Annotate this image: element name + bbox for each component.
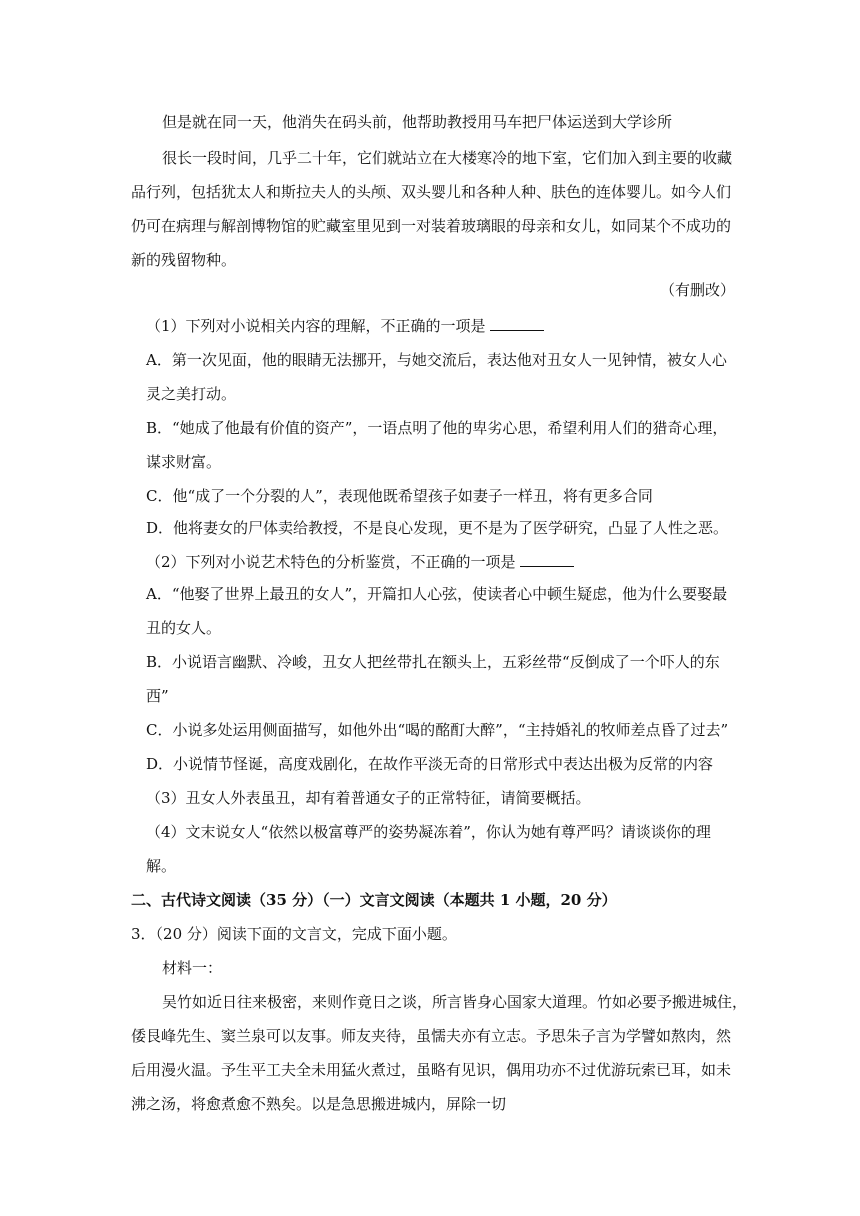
- question-2-stem: [146, 552, 574, 572]
- q2-option-b-line-1: B．小说语言幽默、冷峻，丑女人把丝带扎在额头上，五彩丝带“反倒成了一个吓人的东: [146, 653, 720, 671]
- section-2-heading: 二、古代诗文阅读（35 分）（一）文言文阅读（本题共 1 小题，20 分）: [131, 891, 617, 909]
- q2-option-b-line-2: 西”: [146, 687, 169, 705]
- question-1-stem: [146, 316, 544, 336]
- material-1-line-2: 倭艮峰先生、窦兰泉可以友事。师友夹待，虽懦夫亦有立志。予思朱子言为学譬如熬肉，然: [131, 1027, 732, 1045]
- question-3: （3）丑女人外表虽丑，却有着普通女子的正常特征，请简要概括。: [146, 789, 591, 807]
- question-4-line-1: （4）文末说女人“依然以极富尊严的姿势凝冻着”，你认为她有尊严吗？请谈谈你的理: [146, 823, 711, 841]
- q1-option-d: D．他将妻女的尸体卖给教授，不是良心发现，更不是为了医学研究，凸显了人性之恶。: [146, 519, 729, 537]
- material-1-line-1: 吴竹如近日往来极密，来则作竟日之谈，所言皆身心国家大道理。竹如必要予搬进城住，: [162, 993, 748, 1011]
- q2-option-d: D．小说情节怪诞，高度戏剧化，在故作平淡无奇的日常形式中表达出极为反常的内容: [146, 755, 714, 773]
- answer-blank-1: [490, 316, 544, 331]
- passage-paragraph-1: 但是就在同一天，他消失在码头前，他帮助教授用马车把尸体运送到大学诊所: [162, 113, 673, 131]
- q2-option-a-line-2: 丑的女人。: [146, 619, 222, 637]
- passage-paragraph-2-line-3: 仍可在病理与解剖博物馆的贮藏室里见到一对装着玻璃眼的母亲和女儿，如同某个不成功的: [131, 217, 732, 235]
- q2-option-c: C．小说多处运用侧面描写，如他外出“喝的酩酊大醉”，“主持婚礼的牧师差点昏了过去”: [146, 721, 729, 739]
- question-1-stem-text: （1）下列对小说相关内容的理解，不正确的一项是: [146, 317, 486, 335]
- material-1-label: 材料一：: [162, 959, 223, 977]
- q1-option-a-line-1: A．第一次见面，他的眼睛无法挪开，与她交流后，表达他对丑女人一见钟情，被女人心: [146, 351, 727, 369]
- question-4-line-2: 解。: [146, 857, 177, 875]
- q1-option-c: C．他“成了一个分裂的人”，表现他既希望孩子如妻子一样丑，将有更多合同: [146, 487, 653, 505]
- q2-option-a-line-1: A．“他娶了世界上最丑的女人”，开篇扣人心弦，使读者心中顿生疑虑，他为什么要娶最: [146, 585, 728, 603]
- question-2-stem-text: （2）下列对小说艺术特色的分析鉴赏，不正确的一项是: [146, 553, 516, 571]
- answer-blank-2: [520, 552, 574, 567]
- material-1-line-3: 后用漫火温。予生平工夫全未用猛火煮过，虽略有见识，偶用功亦不过优游玩索已耳，如未: [131, 1061, 732, 1079]
- source-note: （有删改）: [660, 281, 736, 299]
- question-3-classical-stem: 3．（20 分）阅读下面的文言文，完成下面小题。: [131, 925, 457, 943]
- q1-option-b-line-1: B．“她成了他最有价值的资产”，一语点明了他的卑劣心思，希望利用人们的猎奇心理，: [146, 419, 728, 437]
- passage-paragraph-2-line-2: 品行列，包括犹太人和斯拉夫人的头颅、双头婴儿和各种人种、肤色的连体婴儿。如今人们: [131, 183, 732, 201]
- material-1-line-4: 沸之汤，将愈煮愈不熟矣。以是急思搬进城内，屏除一切: [131, 1095, 507, 1113]
- q1-option-a-line-2: 灵之美打动。: [146, 385, 237, 403]
- q1-option-b-line-2: 谋求财富。: [146, 453, 222, 471]
- passage-paragraph-2-line-1: 很长一段时间，几乎二十年，它们就站立在大楼寒冷的地下室，它们加入到主要的收藏: [162, 149, 733, 167]
- passage-paragraph-2-line-4: 新的残留物种。: [131, 251, 237, 269]
